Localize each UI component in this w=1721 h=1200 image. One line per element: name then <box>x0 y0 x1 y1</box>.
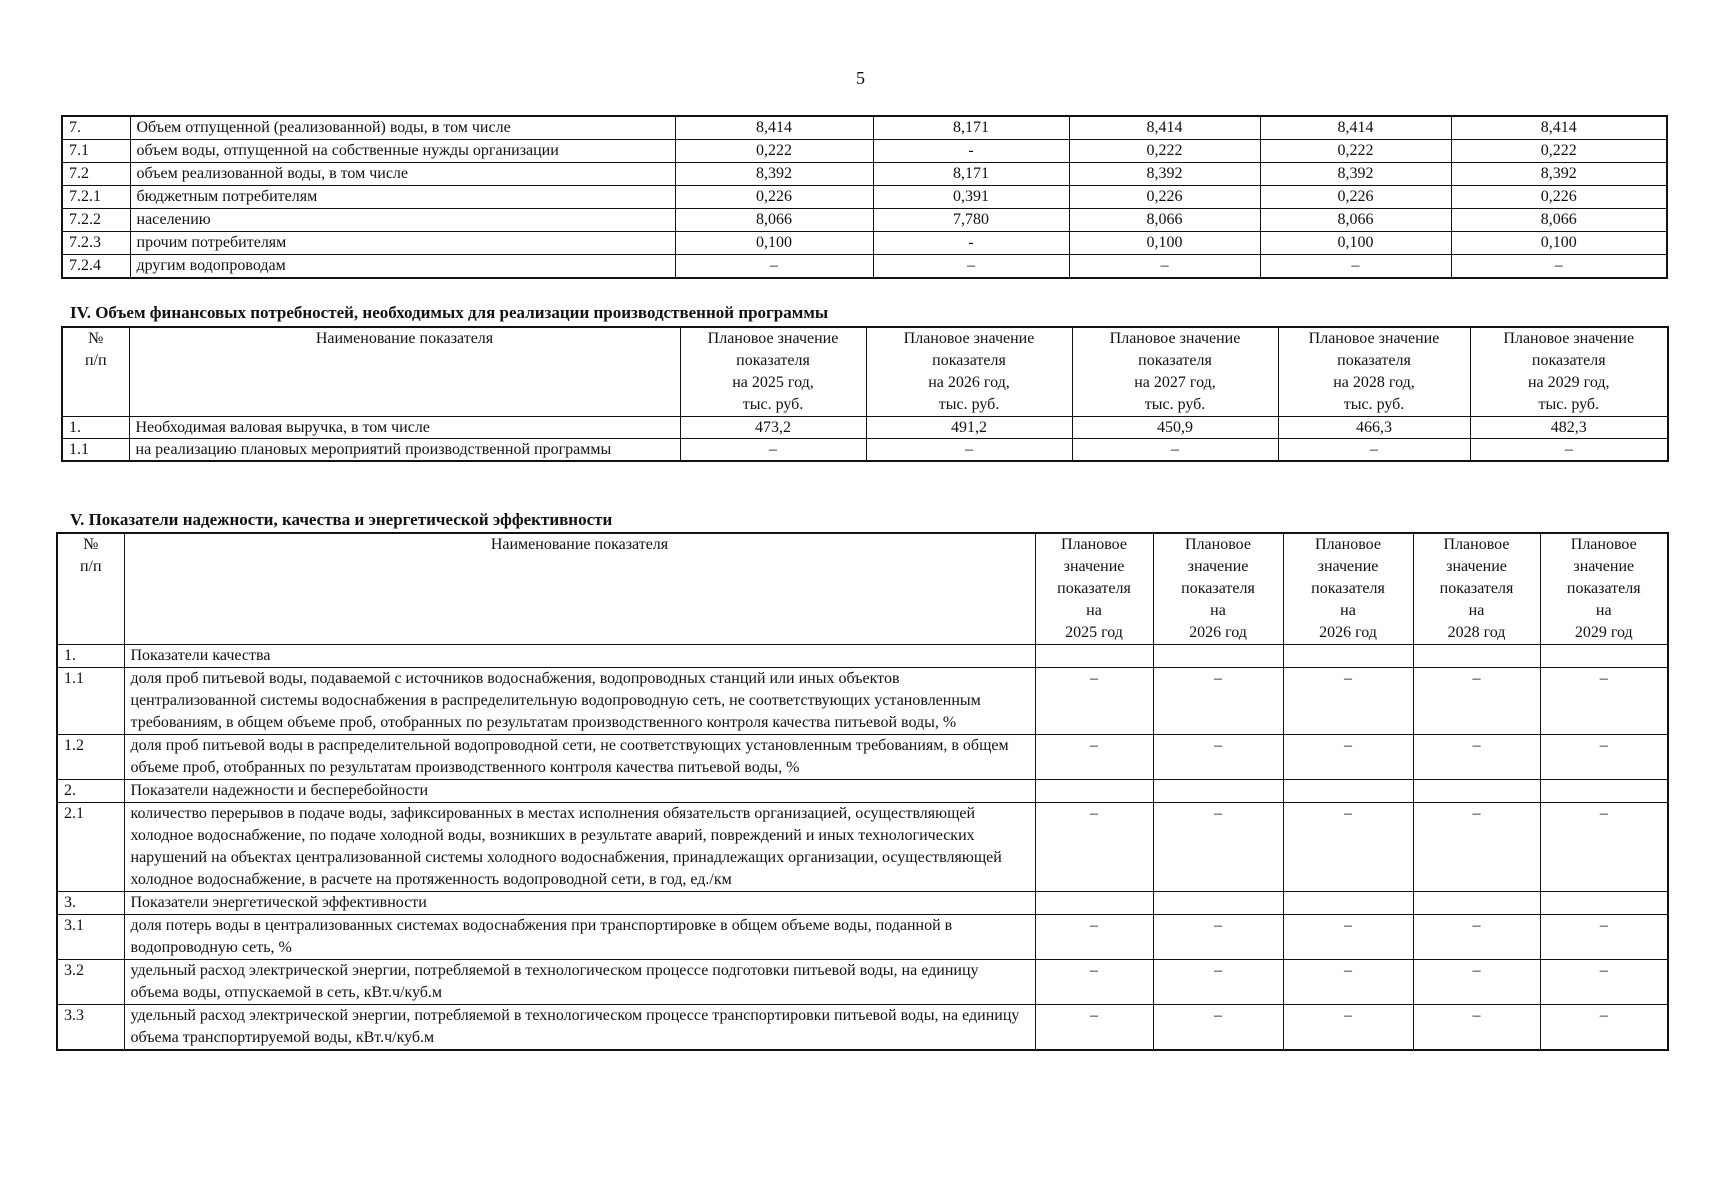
header-col-line: Плановое значение <box>1109 330 1241 347</box>
row-value: – <box>680 439 866 462</box>
table-row <box>57 803 1668 892</box>
row-name: Показатели качества <box>124 645 1035 668</box>
row-number: 1. <box>62 417 129 439</box>
table-row <box>57 960 1668 1005</box>
row-value: 450,9 <box>1072 417 1278 439</box>
row-value: – <box>1540 1005 1668 1051</box>
header-col-line: на 2025 год, <box>732 374 814 391</box>
row-value: – <box>866 439 1072 462</box>
table-row <box>62 232 1667 255</box>
table-row <box>62 439 1668 462</box>
header-col-line: 2025 год <box>1065 624 1123 641</box>
table-row <box>57 892 1668 915</box>
row-number: 7.1 <box>62 140 130 163</box>
row-value: – <box>675 255 873 279</box>
header-col-line: Плановое значение <box>1308 330 1440 347</box>
table-row <box>62 209 1667 232</box>
header-col-line: показателя <box>1311 580 1385 597</box>
header-col-line: тыс. руб. <box>1144 396 1206 413</box>
header-col <box>1278 327 1470 417</box>
row-value: 0,226 <box>675 186 873 209</box>
header-col-line: показателя <box>1138 352 1212 369</box>
header-name-label: Наименование показателя <box>490 536 669 553</box>
row-value: – <box>1540 803 1668 892</box>
row-value: – <box>1413 803 1540 892</box>
header-name-label: Наименование показателя <box>315 330 494 347</box>
header-col-line: тыс. руб. <box>1538 396 1600 413</box>
row-value <box>1153 645 1283 668</box>
row-value <box>1035 780 1153 803</box>
header-col-line: Плановое <box>1061 536 1127 553</box>
row-value: 0,226 <box>1260 186 1451 209</box>
header-num-cell <box>62 327 129 417</box>
section-iv-title: IV. Объем финансовых потребностей, необходимых для реализации производственной программы <box>70 303 829 322</box>
row-name: на реализацию плановых мероприятий производственной программы <box>129 439 680 462</box>
row-value: – <box>1283 960 1413 1005</box>
row-number: 7.2.1 <box>62 186 130 209</box>
row-name: Показатели надежности и бесперебойности <box>124 780 1035 803</box>
row-value: 8,414 <box>675 116 873 140</box>
row-name: количество перерывов в подаче воды, зафиксированных в местах исполнения обязательств организацией, осуществляющей холодное водоснабжение, по подаче холодной воды, возникших в результате аварий, повреждений и иных технологических нарушений на объектах централизованной системы холодного водоснабжения, принадлежащих организации, осуществляющей холодное водоснабжение, в расчете на протяженность водопроводной сети, в год, ед./км <box>124 803 1035 892</box>
row-number: 3. <box>57 892 124 915</box>
header-col-line: значение <box>1317 558 1379 575</box>
header-col-line: показателя <box>736 352 810 369</box>
header-col-line: Плановое значение <box>903 330 1035 347</box>
row-value: 0,391 <box>873 186 1069 209</box>
row-value: – <box>1153 1005 1283 1051</box>
header-num-sub-label: п/п <box>79 558 102 575</box>
row-value: 473,2 <box>680 417 866 439</box>
header-col-line: показателя <box>932 352 1006 369</box>
header-col <box>1470 327 1668 417</box>
row-value <box>1283 892 1413 915</box>
row-value: 0,222 <box>675 140 873 163</box>
row-value: – <box>1035 668 1153 735</box>
row-value: 0,100 <box>1260 232 1451 255</box>
row-value: – <box>1413 960 1540 1005</box>
row-value: – <box>1540 668 1668 735</box>
row-number: 3.3 <box>57 1005 124 1051</box>
header-col <box>866 327 1072 417</box>
header-num-label: № <box>83 536 99 553</box>
row-number: 2.1 <box>57 803 124 892</box>
row-value: – <box>1153 960 1283 1005</box>
row-name: Объем отпущенной (реализованной) воды, в том числе <box>130 116 675 140</box>
row-value: – <box>1451 255 1667 279</box>
header-col <box>1413 533 1540 645</box>
row-number: 1. <box>57 645 124 668</box>
header-col-line: показателя <box>1337 352 1411 369</box>
row-value: 8,414 <box>1260 116 1451 140</box>
row-name: населению <box>130 209 675 232</box>
row-value: 491,2 <box>866 417 1072 439</box>
row-name: доля проб питьевой воды, подаваемой с источников водоснабжения, водопроводных станций или иных объектов централизованной системы водоснабжения в распределительную водопроводную сеть, не соответствующих установленным требованиям, в общем объеме проб, отобранных по результатам производственного контроля качества питьевой воды, % <box>124 668 1035 735</box>
row-value <box>1413 645 1540 668</box>
row-value: – <box>1540 735 1668 780</box>
row-name: удельный расход электрической энергии, потребляемой в технологическом процессе транспортировки питьевой воды, на единицу объема транспортируемой воды, кВт.ч/куб.м <box>124 1005 1035 1051</box>
header-col-line: Плановое <box>1570 536 1637 553</box>
row-value: – <box>1283 735 1413 780</box>
row-name: Показатели энергетической эффективности <box>124 892 1035 915</box>
row-value: 0,100 <box>675 232 873 255</box>
header-col-line: значение <box>1573 558 1635 575</box>
row-name: объем воды, отпущенной на собственные нужды организации <box>130 140 675 163</box>
row-value: – <box>1283 803 1413 892</box>
table-row <box>57 735 1668 780</box>
row-value: – <box>1153 668 1283 735</box>
row-value: - <box>873 232 1069 255</box>
page-number: 5 <box>856 68 865 88</box>
header-col <box>1072 327 1278 417</box>
row-value: 7,780 <box>873 209 1069 232</box>
header-col-line: на <box>1468 602 1485 619</box>
header-col-line: 2029 год <box>1574 624 1633 641</box>
row-value: – <box>1413 668 1540 735</box>
row-name: объем реализованной воды, в том числе <box>130 163 675 186</box>
header-col-line: 2028 год <box>1447 624 1506 641</box>
row-value: – <box>1035 960 1153 1005</box>
row-value: 466,3 <box>1278 417 1470 439</box>
table-row <box>62 116 1667 140</box>
row-value: – <box>1413 735 1540 780</box>
row-value: 0,100 <box>1451 232 1667 255</box>
row-value: – <box>1153 735 1283 780</box>
header-col-line: Плановое <box>1315 536 1381 553</box>
row-value: 0,222 <box>1260 140 1451 163</box>
row-value: 8,066 <box>1069 209 1260 232</box>
row-value: 8,066 <box>1260 209 1451 232</box>
row-value: 0,222 <box>1069 140 1260 163</box>
table-row <box>57 915 1668 960</box>
row-value: – <box>1540 915 1668 960</box>
table-row <box>57 1005 1668 1051</box>
row-name: прочим потребителям <box>130 232 675 255</box>
header-num-cell <box>57 533 124 645</box>
row-name: доля проб питьевой воды в распределительной водопроводной сети, не соответствующих установленным требованиям, в общем объеме проб, отобранных по результатам производственного контроля качества питьевой воды, % <box>124 735 1035 780</box>
row-value: – <box>1072 439 1278 462</box>
row-value <box>1283 780 1413 803</box>
row-number: 1.1 <box>62 439 129 462</box>
header-col <box>1153 533 1283 645</box>
header-col-line: на <box>1210 602 1226 619</box>
row-value: 0,222 <box>1451 140 1667 163</box>
table-row <box>62 140 1667 163</box>
row-value <box>1540 892 1668 915</box>
header-col <box>1035 533 1153 645</box>
header-col-line: тыс. руб. <box>938 396 1000 413</box>
header-name-cell <box>129 327 680 417</box>
row-value: – <box>1035 803 1153 892</box>
header-col-line: показателя <box>1181 580 1255 597</box>
row-value: – <box>1283 915 1413 960</box>
row-name: Необходимая валовая выручка, в том числе <box>129 417 680 439</box>
row-value <box>1035 645 1153 668</box>
table-row <box>62 163 1667 186</box>
row-value: – <box>1260 255 1451 279</box>
row-value: – <box>1413 1005 1540 1051</box>
row-value: 0,226 <box>1069 186 1260 209</box>
row-value: 8,414 <box>1451 116 1667 140</box>
table-row <box>57 780 1668 803</box>
row-value: 8,392 <box>1069 163 1260 186</box>
header-col-line: на 2027 год, <box>1134 374 1216 391</box>
header-name-cell <box>124 533 1035 645</box>
row-number: 7. <box>62 116 130 140</box>
header-col-line: значение <box>1187 558 1249 575</box>
header-col-line: на 2028 год, <box>1333 374 1415 391</box>
header-col-line: тыс. руб. <box>1343 396 1405 413</box>
table-row <box>62 186 1667 209</box>
row-name: удельный расход электрической энергии, потребляемой в технологическом процессе подготовки питьевой воды, на единицу объема воды, отпускаемой в сеть, кВт.ч/куб.м <box>124 960 1035 1005</box>
header-num-sub-label: п/п <box>84 352 107 369</box>
header-col-line: Плановое значение <box>1503 330 1635 347</box>
row-name: доля потерь воды в централизованных системах водоснабжения при транспортировке в общем объеме воды, поданной в водопроводную сеть, % <box>124 915 1035 960</box>
header-col-line: 2026 год <box>1189 624 1247 641</box>
row-value: – <box>1035 735 1153 780</box>
row-number: 7.2.4 <box>62 255 130 279</box>
header-col-line: на 2026 год, <box>928 374 1010 391</box>
row-name: бюджетным потребителям <box>130 186 675 209</box>
header-col-line: значение <box>1446 558 1507 575</box>
table-row <box>62 255 1667 279</box>
header-col-line: Плановое <box>1185 536 1251 553</box>
row-value: 8,392 <box>675 163 873 186</box>
row-number: 3.2 <box>57 960 124 1005</box>
row-number: 3.1 <box>57 915 124 960</box>
row-value: 8,171 <box>873 116 1069 140</box>
row-value: – <box>1470 439 1668 462</box>
row-value: – <box>873 255 1069 279</box>
header-col-line: значение <box>1063 558 1125 575</box>
row-value <box>1283 645 1413 668</box>
table-row <box>57 668 1668 735</box>
row-value: – <box>1540 960 1668 1005</box>
row-value: – <box>1035 1005 1153 1051</box>
header-num-label: № <box>88 330 104 347</box>
table-header-row <box>57 533 1668 645</box>
row-value: 0,226 <box>1451 186 1667 209</box>
header-col-line: Плановое <box>1443 536 1510 553</box>
row-value: – <box>1035 915 1153 960</box>
row-value: - <box>873 140 1069 163</box>
row-name: другим водопроводам <box>130 255 675 279</box>
table-row <box>62 417 1668 439</box>
row-number: 1.1 <box>57 668 124 735</box>
header-col <box>1283 533 1413 645</box>
row-value: – <box>1283 668 1413 735</box>
header-col-line: показателя <box>1566 580 1641 597</box>
row-value: – <box>1069 255 1260 279</box>
row-value <box>1540 645 1668 668</box>
financial-needs-table <box>61 326 1669 462</box>
row-value <box>1153 780 1283 803</box>
row-value: – <box>1283 1005 1413 1051</box>
row-value: 482,3 <box>1470 417 1668 439</box>
row-value <box>1153 892 1283 915</box>
row-value <box>1413 892 1540 915</box>
row-value: 8,392 <box>1260 163 1451 186</box>
row-value: 8,414 <box>1069 116 1260 140</box>
header-col-line: на <box>1086 602 1102 619</box>
header-col-line: тыс. руб. <box>742 396 804 413</box>
row-number: 7.2 <box>62 163 130 186</box>
table-row <box>57 645 1668 668</box>
row-number: 2. <box>57 780 124 803</box>
row-value: 8,392 <box>1451 163 1667 186</box>
header-col-line: показателя <box>1531 352 1606 369</box>
row-value <box>1540 780 1668 803</box>
row-number: 7.2.2 <box>62 209 130 232</box>
row-value <box>1413 780 1540 803</box>
header-col-line: показателя <box>1057 580 1131 597</box>
row-value: 8,171 <box>873 163 1069 186</box>
water-volume-table <box>61 115 1668 279</box>
header-col-line: на <box>1595 602 1612 619</box>
header-col-line: на <box>1340 602 1356 619</box>
header-col-line: Плановое значение <box>707 330 839 347</box>
row-value: – <box>1413 915 1540 960</box>
header-col-line: показателя <box>1439 580 1514 597</box>
header-col <box>1540 533 1668 645</box>
row-value <box>1035 892 1153 915</box>
row-value: 8,066 <box>675 209 873 232</box>
table-header-row <box>62 327 1668 417</box>
row-value: 8,066 <box>1451 209 1667 232</box>
row-value: 0,100 <box>1069 232 1260 255</box>
header-col-line: 2026 год <box>1319 624 1377 641</box>
header-col-line: на 2029 год, <box>1527 374 1610 391</box>
row-number: 7.2.3 <box>62 232 130 255</box>
section-v-title: V. Показатели надежности, качества и энергетической эффективности <box>70 510 613 529</box>
header-col <box>680 327 866 417</box>
row-value: – <box>1153 803 1283 892</box>
row-value: – <box>1153 915 1283 960</box>
row-value: – <box>1278 439 1470 462</box>
row-number: 1.2 <box>57 735 124 780</box>
indicators-table <box>56 532 1669 1051</box>
